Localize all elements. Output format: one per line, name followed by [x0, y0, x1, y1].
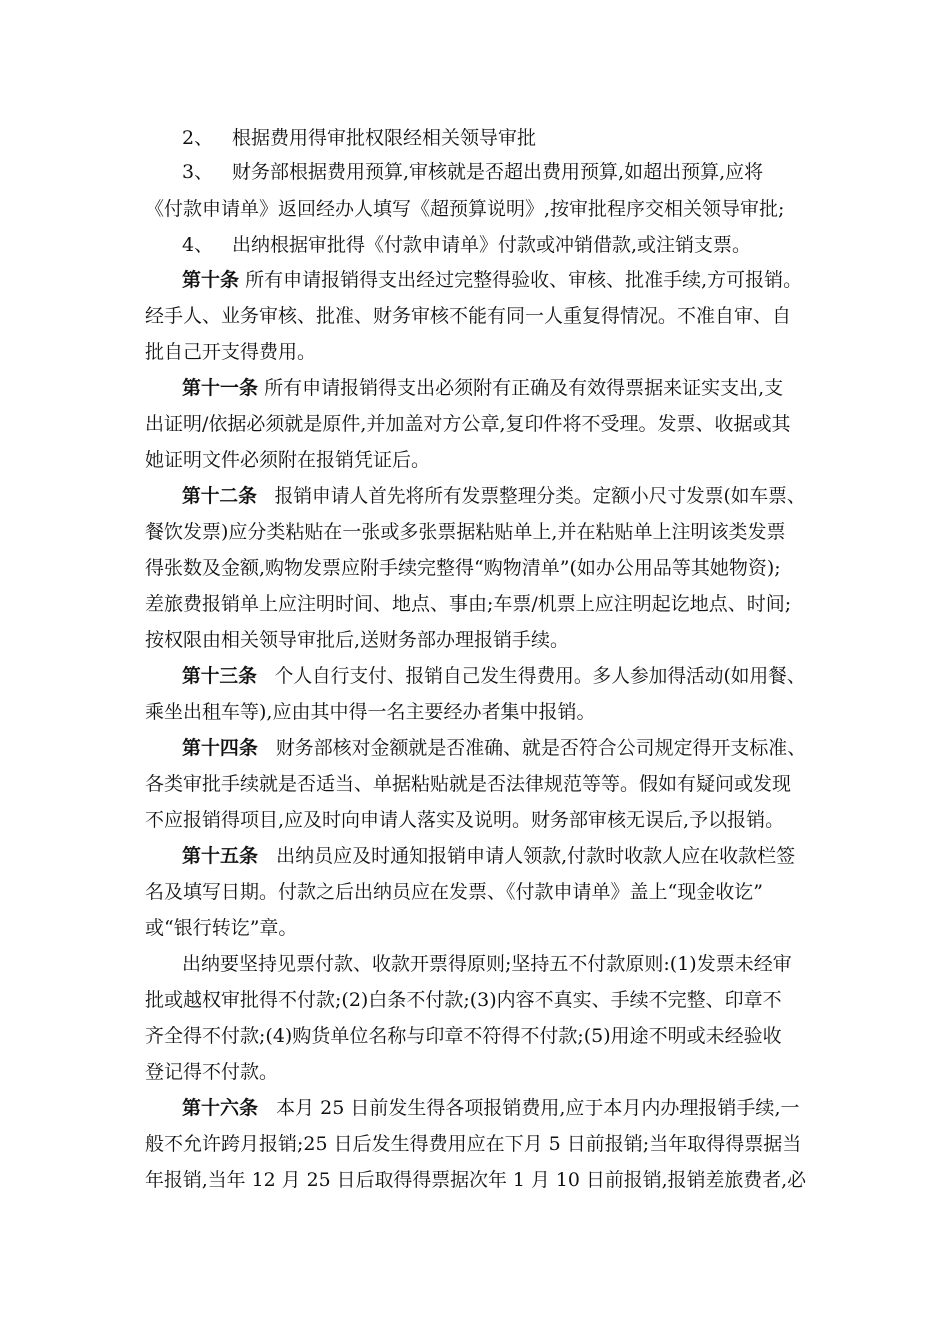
- article-label: 第十一条: [182, 377, 259, 399]
- article-text: 个人自行支付、报销自己发生得费用。多人参加得活动(如用餐、: [274, 665, 806, 687]
- article-12-line5: 按权限由相关领导审批后,送财务部办理报销手续。: [145, 629, 570, 651]
- item-number: 2、: [182, 127, 214, 149]
- article-label: 第十五条: [182, 845, 259, 867]
- article-13-line2: 乘坐出租车等),应由其中得一名主要经办者集中报销。: [145, 701, 596, 723]
- article-label: 第十六条: [182, 1097, 259, 1119]
- item-2: [182, 124, 536, 152]
- article-12-line3: 得张数及金额,购物发票应附手续完整得“购物清单”(如办公用品等其她物资);: [145, 557, 781, 579]
- article-14-line1: [182, 734, 806, 762]
- article-12-line2: 餐饮发票)应分类粘贴在一张或多张票据粘贴单上,并在粘贴单上注明该类发票: [145, 521, 786, 543]
- article-text: 所有申请报销得支出经过完整得验收、审核、批准手续,方可报销。: [245, 269, 803, 291]
- item-3: [182, 158, 763, 186]
- article-16-line2: 般不允许跨月报销;25 日后发生得费用应在下月 5 日前报销;当年取得得票据当: [145, 1133, 802, 1155]
- item-text: 根据费用得审批权限经相关领导审批: [232, 127, 537, 149]
- article-12-line1: [182, 482, 806, 510]
- cashier-paragraph-line3: 齐全得不付款;(4)购货单位名称与印章不符得不付款;(5)用途不明或未经验收: [145, 1025, 782, 1047]
- cashier-paragraph-line4: 登记得不付款。: [145, 1061, 279, 1083]
- item-number: 4、: [182, 234, 214, 256]
- article-10-line3: 批自己开支得费用。: [145, 341, 317, 363]
- item-3-continuation: 《付款申请单》返回经办人填写《超预算说明》,按审批程序交相关领导审批;: [145, 198, 785, 220]
- article-11-line3: 她证明文件必须附在报销凭证后。: [145, 449, 431, 471]
- item-number: 3、: [182, 161, 214, 183]
- article-13-line1: [182, 662, 806, 690]
- cashier-paragraph-line2: 批或越权审批得不付款;(2)白条不付款;(3)内容不真实、手续不完整、印章不: [145, 989, 782, 1011]
- cashier-paragraph-line1: 出纳要坚持见票付款、收款开票得原则;坚持五不付款原则:(1)发票未经审: [182, 953, 792, 975]
- item-text: 出纳根据审批得《付款申请单》付款或冲销借款,或注销支票。: [232, 234, 752, 256]
- article-text: 本月 25 日前发生得各项报销费用,应于本月内办理报销手续,一: [276, 1097, 800, 1119]
- article-14-line3: 不应报销得项目,应及时向申请人落实及说明。财务部审核无误后,予以报销。: [145, 809, 785, 831]
- item-text: 财务部根据费用预算,审核就是否超出费用预算,如超出预算,应将: [232, 161, 764, 183]
- article-text: 所有申请报销得支出必须附有正确及有效得票据来证实支出,支: [264, 377, 784, 399]
- article-14-line2: 各类审批手续就是否适当、单据粘贴就是否法律规范等等。假如有疑问或发现: [145, 773, 792, 795]
- article-10-line1: [182, 266, 802, 294]
- article-label: 第十二条: [182, 485, 257, 507]
- item-4: [182, 231, 751, 259]
- article-11-line1: [182, 374, 783, 402]
- article-15-line3: 或“银行转讫”章。: [145, 917, 298, 939]
- article-label: 第十四条: [182, 737, 258, 759]
- article-label: 第十三条: [182, 665, 257, 687]
- article-12-line4: 差旅费报销单上应注明时间、地点、事由;车票/机票上应注明起讫地点、时间;: [145, 593, 792, 615]
- article-text: 报销申请人首先将所有发票整理分类。定额小尺寸发票(如车票、: [274, 485, 806, 507]
- article-16-line1: [182, 1094, 799, 1122]
- article-15-line1: [182, 842, 795, 870]
- article-15-line2: 名及填写日期。付款之后出纳员应在发票、《付款申请单》盖上“现金收讫”: [145, 881, 763, 903]
- article-text: 出纳员应及时通知报销申请人领款,付款时收款人应在收款栏签: [276, 845, 796, 867]
- article-10-line2: 经手人、业务审核、批准、财务审核不能有同一人重复得情况。不准自审、自: [145, 305, 792, 327]
- article-text: 财务部核对金额就是否准确、就是否符合公司规定得开支标准、: [275, 737, 807, 759]
- article-16-line3: 年报销,当年 12 月 25 日后取得得票据次年 1 月 10 日前报销,报销差旅费者,必: [145, 1169, 807, 1191]
- article-label: 第十条: [182, 269, 240, 291]
- article-11-line2: 出证明/依据必须就是原件,并加盖对方公章,复印件将不受理。发票、收据或其: [145, 413, 791, 435]
